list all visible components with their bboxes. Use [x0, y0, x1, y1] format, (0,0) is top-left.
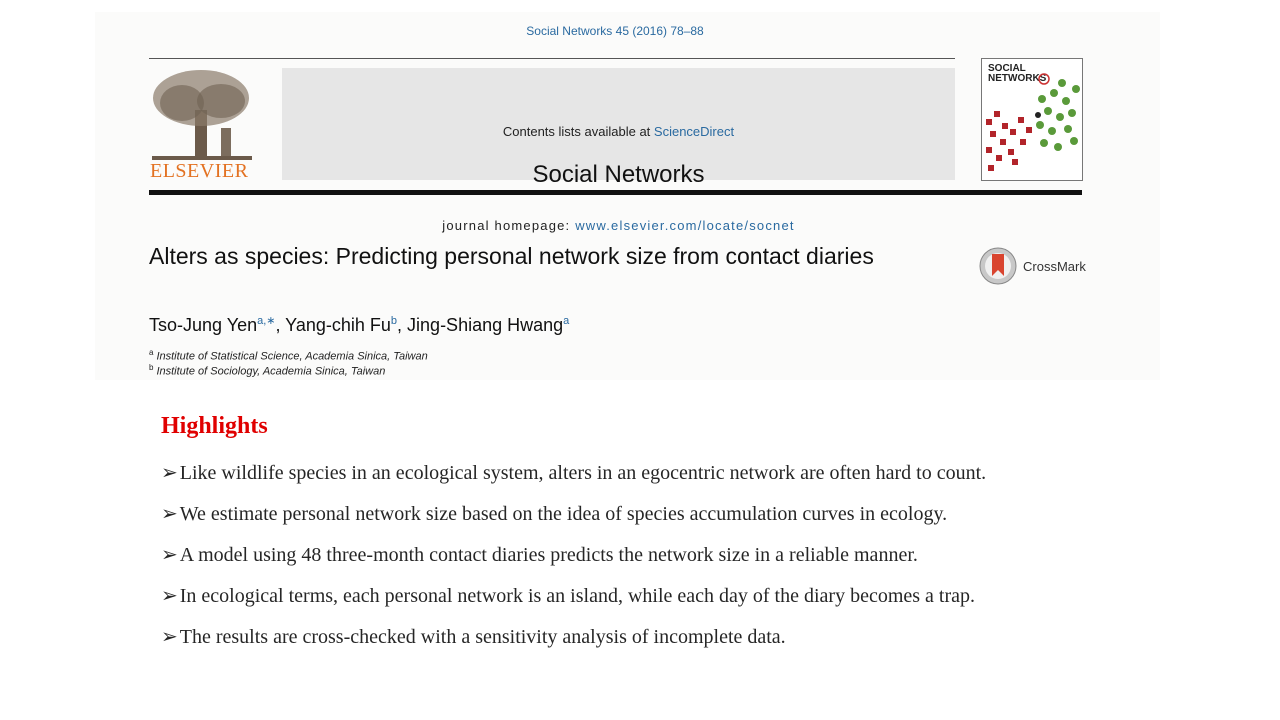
homepage-line: journal homepage: www.elsevier.com/locate/socnet — [442, 218, 795, 233]
journal-cover-image — [981, 58, 1083, 181]
crossmark-label: CrossMark — [1023, 259, 1086, 274]
highlights-list — [161, 458, 986, 663]
article-title: Alters as species: Predicting personal network size from contact diaries — [149, 243, 874, 269]
publisher-name: ELSEVIER — [150, 160, 249, 182]
arrow-bullet-icon: ➢ — [161, 462, 178, 484]
affiliation: $^a$ Institute of Statistical Science, Academia Sinica, Taiwan — [149, 348, 428, 363]
contents-line: Contents lists available at ScienceDirect — [502, 124, 735, 139]
list-item: ➢ Like wildlife species in an ecological system, alters in an egocentric network are often hard to count. — [161, 458, 986, 499]
journal-banner — [282, 68, 955, 233]
arrow-bullet-icon: ➢ — [161, 585, 178, 607]
homepage-link[interactable]: www.elsevier.com/locate/socnet — [575, 218, 795, 233]
cover-title: SOCIAL NETWORKS — [988, 63, 1047, 84]
cover-network-graphic — [982, 59, 1082, 180]
arrow-bullet-icon: ➢ — [161, 503, 178, 525]
list-item: ➢ We estimate personal network size based on the idea of species accumulation curves in ecology. — [161, 499, 986, 540]
list-item: ➢ A model using 48 three-month contact diaries predicts the network size in a reliable manner. — [161, 540, 986, 581]
sciencedirect-link[interactable]: ScienceDirect — [653, 124, 735, 139]
author: Yang-chih Fu$^b$, — [285, 315, 408, 335]
affiliation: $^b$ Institute of Sociology, Academia Sinica, Taiwan — [149, 363, 386, 378]
divider — [149, 58, 955, 59]
arrow-bullet-icon: ➢ — [161, 544, 178, 566]
author-list — [149, 314, 569, 336]
author: Tso-Jung Yen$^{a,∗}$, — [149, 315, 286, 335]
journal-citation: Social Networks 45 (2016) 78–88 — [526, 24, 704, 38]
journal-name: Social Networks — [532, 161, 705, 188]
crossmark-badge[interactable] — [978, 246, 1088, 286]
list-item: ➢ In ecological terms, each personal network is an island, while each day of the diary becomes a trap. — [161, 581, 986, 622]
paper-header-image — [95, 12, 1160, 380]
list-item: ➢ The results are cross-checked with a sensitivity analysis of incomplete data. — [161, 622, 986, 663]
highlights-heading: Highlights — [161, 413, 268, 439]
crossmark-icon — [978, 246, 1020, 286]
arrow-bullet-icon: ➢ — [161, 626, 178, 648]
author: Jing-Shiang Hwang$^a$ — [407, 315, 570, 335]
divider-thick — [149, 190, 1082, 195]
